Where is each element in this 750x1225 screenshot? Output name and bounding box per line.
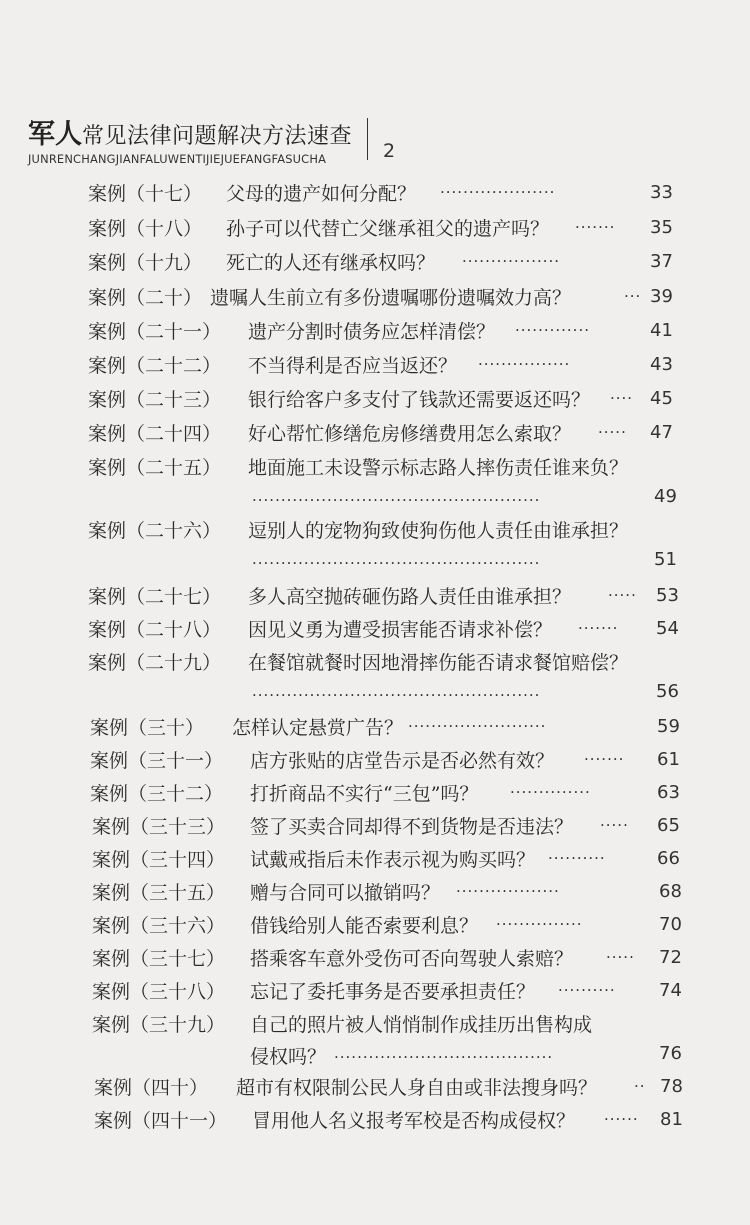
toc-entry-label: 案例（二十六） [88, 520, 222, 542]
toc-entry-label: 案例（三十七） [92, 948, 226, 970]
toc-entry-label: 案例（三十三） [92, 816, 226, 838]
toc-entry-label: 案例（三十一） [90, 750, 224, 772]
toc-entry-label: 案例（三十八） [92, 981, 226, 1003]
toc-entry-title: 怎样认定悬赏广告？ [232, 717, 404, 739]
toc-entry-title: 遗嘱人生前立有多份遗嘱哪份遗嘱效力高？ [210, 287, 572, 309]
toc-entry-title: 店方张贴的店堂告示是否必然有效？ [250, 750, 555, 772]
toc-entry-title: 搭乘客车意外受伤可否向驾驶人索赔？ [250, 948, 574, 970]
toc-leader-dots: ·········· [548, 849, 606, 867]
toc-entry-page: 53 [656, 585, 679, 606]
toc-entry-label: 案例（二十四） [88, 423, 222, 445]
toc-entry-title: 忘记了委托事务是否要承担责任？ [250, 981, 536, 1003]
toc-entry-label: 案例（二十二） [88, 355, 222, 377]
toc-leader-dots: ·················································· [252, 554, 541, 572]
toc-leader-dots: ······· [584, 750, 625, 768]
toc-leader-dots: ················· [462, 252, 561, 270]
toc-leader-dots: ····· [608, 586, 637, 604]
toc-entry-label: 案例（三十九） [92, 1014, 226, 1036]
toc-entry-title: 自己的照片被人悄悄制作成挂历出售构成 [250, 1014, 593, 1036]
toc-entry-label: 案例（二十五） [88, 457, 222, 479]
toc-entry-page: 56 [656, 681, 679, 702]
toc-leader-dots: ····· [600, 816, 629, 834]
toc-leader-dots: ·················································· [252, 686, 541, 704]
toc-entry-page: 78 [660, 1076, 683, 1097]
book-title-emphasis: 军人 [28, 119, 82, 150]
toc-leader-dots: ······· [575, 218, 616, 236]
toc-entry-title: 孙子可以代替亡父继承祖父的遗产吗？ [226, 218, 550, 240]
toc-entry-title: 赠与合同可以撤销吗？ [250, 882, 441, 904]
toc-entry-page: 37 [650, 251, 673, 272]
toc-entry-page: 59 [657, 716, 680, 737]
toc-entry-label: 案例（十八） [88, 218, 203, 240]
toc-entry-title: 逗别人的宠物狗致使狗伤他人责任由谁承担？ [248, 520, 629, 542]
toc-entry-title: 不当得利是否应当返还？ [248, 355, 458, 377]
toc-entry-title: 借钱给别人能否索要利息？ [250, 915, 479, 937]
toc-leader-dots: ·········· [558, 981, 616, 999]
toc-entry-label: 案例（三十五） [92, 882, 226, 904]
toc-entry-label: 案例（二十三） [88, 389, 222, 411]
toc-entry-title: 死亡的人还有继承权吗？ [226, 252, 436, 274]
toc-entry-title: 冒用他人名义报考军校是否构成侵权？ [252, 1110, 576, 1132]
toc-leader-dots: ··· [624, 287, 642, 305]
toc-entry-page: 76 [659, 1043, 682, 1064]
toc-entry-page: 66 [657, 848, 680, 869]
toc-leader-dots: ················ [478, 355, 571, 373]
toc-entry-title: 打折商品不实行“三包”吗？ [250, 783, 479, 805]
toc-entry-page: 65 [657, 815, 680, 836]
toc-entry-title: 地面施工未设警示标志路人摔伤责任谁来负？ [248, 457, 629, 479]
toc-leader-dots: ···················· [440, 183, 556, 201]
toc-entry-title: 在餐馆就餐时因地滑摔伤能否请求餐馆赔偿？ [248, 652, 629, 674]
toc-leader-dots: ···· [610, 389, 634, 407]
toc-leader-dots: ·············· [510, 783, 591, 801]
toc-leader-dots: ··············· [496, 915, 583, 933]
toc-entry-label: 案例（四十） [94, 1077, 209, 1099]
toc-entry-page: 41 [650, 320, 673, 341]
toc-leader-dots: ·················· [456, 882, 560, 900]
toc-leader-dots: ·················································· [252, 491, 541, 509]
book-title-pinyin: JUNRENCHANGJIANFALUWENTIJIEJUEFANGFASUCHA [28, 152, 327, 166]
toc-entry-title: 父母的遗产如何分配？ [226, 183, 417, 205]
toc-entry-page: 45 [650, 388, 673, 409]
toc-entry-label: 案例（二十八） [88, 619, 222, 641]
toc-entry-page: 70 [659, 914, 682, 935]
toc-entry-page: 61 [657, 749, 680, 770]
toc-entry-page: 33 [650, 182, 673, 203]
toc-entry-title: 银行给客户多支付了钱款还需要返还吗？ [248, 389, 591, 411]
toc-entry-title: 试戴戒指后未作表示视为购买吗？ [250, 849, 536, 871]
toc-entry-title: 签了买卖合同却得不到货物是否违法？ [250, 816, 574, 838]
toc-leader-dots: ························ [408, 717, 547, 735]
toc-entry-page: 39 [650, 286, 673, 307]
toc-entry-title-continued: 侵权吗？ [250, 1046, 327, 1068]
toc-entry-label: 案例（三十四） [92, 849, 226, 871]
toc-entry-page: 49 [654, 486, 677, 507]
toc-leader-dots: ····· [606, 948, 635, 966]
toc-leader-dots: ······ [604, 1110, 639, 1128]
toc-entry-label: 案例（二十） [88, 287, 203, 309]
toc-entry-title: 超市有权限制公民人身自由或非法搜身吗？ [236, 1077, 598, 1099]
toc-leader-dots: ······· [578, 619, 619, 637]
toc-entry-page: 51 [654, 549, 677, 570]
toc-entry-page: 81 [660, 1109, 683, 1130]
toc-entry-label: 案例（三十六） [92, 915, 226, 937]
toc-leader-dots: ·· [634, 1077, 646, 1095]
toc-entry-label: 案例（三十） [90, 717, 205, 739]
toc-entry-page: 74 [659, 980, 682, 1001]
toc-entry-label: 案例（二十七） [88, 586, 222, 608]
toc-entry-label: 案例（二十一） [88, 321, 222, 343]
toc-entry-title: 多人高空抛砖砸伤路人责任由谁承担？ [248, 586, 572, 608]
page-number: 2 [383, 140, 396, 162]
toc-entry-label: 案例（四十一） [94, 1110, 228, 1132]
toc-entry-label: 案例（三十二） [90, 783, 224, 805]
toc-entry-page: 63 [657, 782, 680, 803]
toc-entry-page: 35 [650, 217, 673, 238]
toc-entry-label: 案例（十九） [88, 252, 203, 274]
toc-entry-title: 遗产分割时债务应怎样清偿？ [248, 321, 496, 343]
toc-entry-title: 好心帮忙修缮危房修缮费用怎么索取？ [248, 423, 572, 445]
toc-entry-page: 54 [656, 618, 679, 639]
toc-entry-title: 因见义勇为遭受损害能否请求补偿？ [248, 619, 553, 641]
toc-entry-label: 案例（十七） [88, 183, 203, 205]
toc-leader-dots: ······································ [334, 1048, 554, 1066]
toc-leader-dots: ············· [515, 321, 590, 339]
toc-leader-dots: ····· [598, 423, 627, 441]
book-title-rest: 常见法律问题解决方法速查 [82, 124, 353, 149]
toc-entry-page: 68 [659, 881, 682, 902]
toc-entry-page: 47 [650, 422, 673, 443]
toc-entry-label: 案例（二十九） [88, 652, 222, 674]
toc-entry-page: 43 [650, 354, 673, 375]
toc-entry-page: 72 [659, 947, 682, 968]
